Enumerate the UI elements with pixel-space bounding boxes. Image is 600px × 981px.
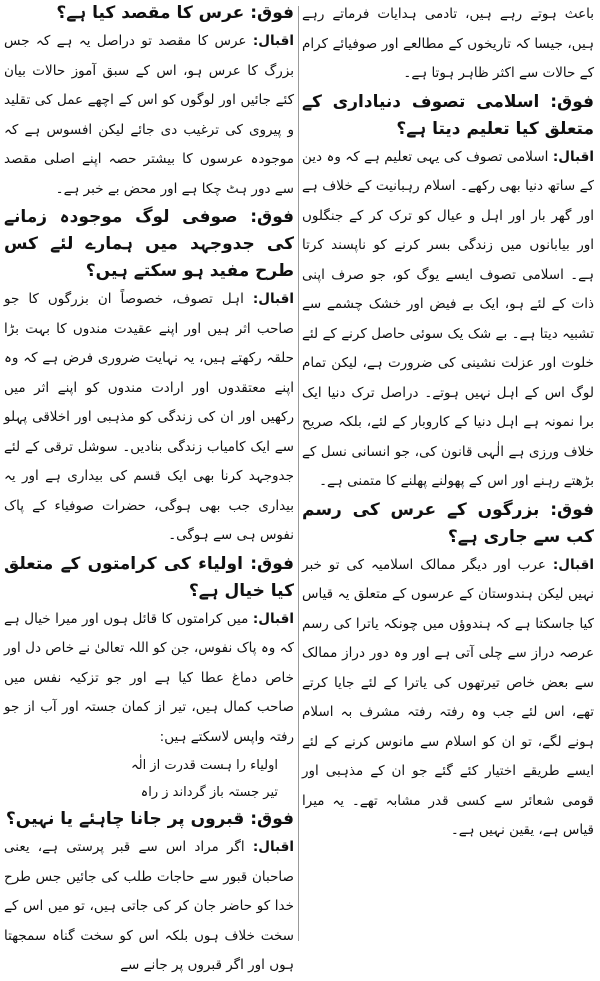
verse-line-1: اولیاء را ہست قدرت از الٰہ <box>130 758 278 773</box>
right-column <box>302 0 594 947</box>
answer-speaker: اقبال: <box>252 291 294 307</box>
question-urs-purpose: فوق: عرس کا مقصد کیا ہے؟ <box>56 3 294 23</box>
answer-text: عرب اور دیگر ممالک اسلامیہ کی تو خبر نہیں لیکن ہندوستان کے عرسوں کے متعلق یہ قیاس کیا جاسکتا ہے کہ ہندوؤں میں چونکہ یاترا کی رسم عرصہ دراز سے چلی آتی ہے اور وہ دور دراز ممالک سے بعض خاص تیرتھوں کی یاترا کے لئے جایا کرتے تھے، اس لئے جب وہ رفتہ رفتہ مشرف بہ اسلام ہونے لگے، تو ان کو اسلام سے مانوس کرنے کے لئے ایسے طریقے اختیار کئے گئے جو ان کے مذہبی اور قومی شعائر سے کسی قدر مشابہ تھے۔ یہ میرا قیاس ہے، یقین نہیں ہے۔ <box>302 556 594 838</box>
question-graves: فوق: قبروں پر جانا چاہئے یا نہیں؟ <box>5 809 294 829</box>
answer-urs-origin <box>302 551 594 846</box>
paragraph-continuation: باعث ہوتے رہے ہیں، تادمی ہدایات فرماتے رہے ہیں، جیسا کہ تاریخوں کے مطالعے اور صوفیائے کرام کے حالات سے اکثر ظاہر ہوتا ہے۔ <box>302 6 594 81</box>
question-worldliness: فوق: اسلامی تصوف دنیاداری کے متعلق کیا تعلیم دیتا ہے؟ <box>302 91 594 139</box>
answer-text: اہل تصوف، خصوصاً ان بزرگوں کا جو صاحب اثر ہیں اور اپنے عقیدت مندوں کا بہت بڑا حلقہ رکھتے ہیں، یہ نہایت ضروری فرض ہے کہ وہ اپنے معتقدوں اور ارادت مندوں کو اپنے اثر میں رکھیں اور ان کی زندگی کو مذہبی اور اخلاقی پہلو سے ایک کامیاب زندگی بنادیں۔ سوشل ترقی کے لئے جدوجہد کرنا بھی ایک قسم کی بیداری ہے اور یہ بیداری جب بھی ہوگی، حضرات صوفیاء کے پاک نفوس ہی سے ہوگی۔ <box>4 291 294 543</box>
answer-text: اسلامی تصوف کی یہی تعلیم ہے کہ وہ دین کے ساتھ دنیا بھی رکھے۔ اسلام رہبانیت کے خلاف ہے اور گھر بار اور اہل و عیال کو ترک کر کے جنگلوں اور بیابانوں میں زندگی بسر کرنے کو ناپسند کرتا ہے۔ اسلامی تصوف ایسے یوگ کو، جو صرف اپنی ذات کے لئے ہو، ایک بے فیض اور خشک چشمے سے تشبیہ دیتا ہے۔ بے شک یک سوئی حاصل کرنے کے لئے خلوت اور عزلت نشینی کی ضرورت ہے، لیکن تمام لوگ اس کے اہل نہیں ہوتے۔ دراصل ترک دنیا ایک برا نمونہ ہے اہل دنیا کے کاروبار کے لئے، بلکہ صریح خلاف ورزی ہے الٰہی قانون کی، جو انسانی نسل کے بڑھتے رہنے اور اس کے پھولنے پھلنے کا متمنی ہے۔ <box>302 148 594 489</box>
question-miracles: فوق: اولیاء کی کرامتوں کے متعلق کیا خیال ہے؟ <box>4 553 294 601</box>
left-column <box>4 0 294 973</box>
answer-text: میں کرامتوں کا قائل ہوں اور میرا خیال ہے کہ وہ پاک نفوس، جن کو اللہ تعالیٰ نے خاص دل اور خاص دماغ عطا کیا ہے اور جو تزکیہ نفس میں صاحب کمال ہیں، تیر از کمان جستہ اور آب از جو رفتہ واپس لاسکتے ہیں: <box>4 610 294 745</box>
verse-line-2: تیر جستہ باز گرداند ز راہ <box>140 785 278 800</box>
question-urs-origin: فوق: بزرگوں کے عرس کی رسم کب سے جاری ہے؟ <box>302 499 594 547</box>
answer-speaker: اقبال: <box>252 33 294 49</box>
answer-worldliness <box>302 143 594 497</box>
answer-speaker: اقبال: <box>552 148 594 165</box>
answer-text: عرس کا مقصد تو دراصل یہ ہے کہ جس بزرگ کا عرس ہو، اس کے سبق آموز حالات بیان کئے جائیں اور لوگوں کو اس کے اچھے عمل کی تقلید و پیروی کی ترغیب دی جائے لیکن افسوس ہے کہ موجودہ عرسوں کا بیشتر حصہ اپنے اصلی مقصد سے دور ہٹ چکا ہے اور محض بے خبر ہے۔ <box>4 33 294 197</box>
answer-speaker: اقبال: <box>252 839 294 855</box>
answer-sufis-today <box>4 285 294 551</box>
answer-graves <box>4 833 294 981</box>
answer-speaker: اقبال: <box>552 556 595 573</box>
answer-text: اگر مراد اس سے قبر پرستی ہے، یعنی صاحبان قبور سے حاجات طلب کی جائیں جس طرح خدا کو حاضر جان کر کی جاتی ہیں، تو میں اس کے سخت خلاف ہوں بلکہ اس کو سخت گناہ سمجھتا ہوں اور اگر قبروں پر جانے سے <box>4 839 294 973</box>
answer-miracles <box>4 605 294 753</box>
answer-speaker: اقبال: <box>252 610 294 627</box>
column-divider <box>298 6 299 941</box>
answer-urs-purpose <box>4 27 294 204</box>
question-sufis-today: فوق: صوفی لوگ موجودہ زمانے کی جدوجہد میں ہمارے لئے کس طرح مفید ہو سکتے ہیں؟ <box>4 207 294 281</box>
